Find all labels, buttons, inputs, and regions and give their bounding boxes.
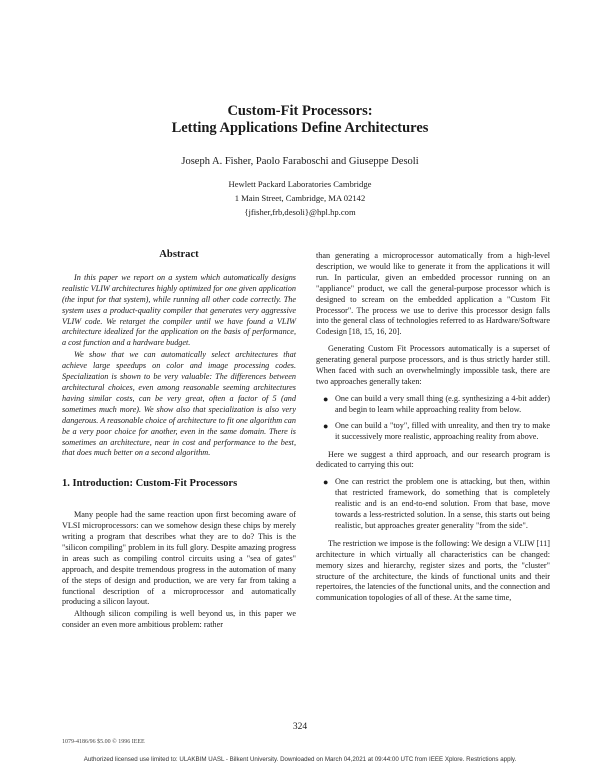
list-item-text: One can build a "toy", filled with unreality, and then try to make it successively more realistic, approaching reality from above.	[335, 420, 550, 441]
abstract-heading: Abstract	[159, 249, 199, 260]
list-item	[323, 393, 550, 416]
page-number: 324	[292, 722, 308, 732]
paper-title-line1: Custom-Fit Processors:	[227, 103, 373, 119]
paper-title-line2: Letting Applications Define Architectures	[171, 120, 429, 136]
copyright-notice: 1079-4186/96 $5.00 © 1996 IEEE	[62, 739, 145, 745]
bullet-icon: ●	[323, 393, 329, 404]
abstract-paragraph-2: We show that we can automatically select architectures that achieve large speedups on color and image processing codes. Specialization is shown to be very valuable: The differences between architectural choices, even among reasonable seeming architectures having similar costs, can be very great, often a factor of 5 (and sometimes much more). We show also that specialization is also very dangerous. A reasonable choice of architecture to fit one algorithm can be a very poor choice for another, even in the same domain. There is sometimes an architecture, near in cost and performance to the best, that does much better on a second algorithm.	[62, 350, 296, 458]
list-item-text: One can build a very small thing (e.g. synthesizing a 4-bit adder) and begin to learn while approaching reality from below.	[335, 393, 550, 414]
right-paragraph-1: than generating a microprocessor automatically from a high-level description, we would like to generate it from the applications it will run. In particular, given an embedded processor running on an "appliance" product, we call the general-purpose processor which is designed to scream on the embedded application a "Custom Fit Processor". The process we use to derive this processor design falls into the general class of technologies referred to as Hardware/Software Codesign [18, 15, 16, 20].	[316, 251, 550, 337]
license-footer: Authorized licensed use limited to: ULAKBIM UASL - Bilkent University. Downloaded on March 04,2021 at 09:44:00 UTC from IEEE Xplore. Restrictions apply.	[83, 756, 517, 763]
left-column	[62, 250, 296, 632]
list-item	[323, 420, 550, 443]
right-paragraph-4: The restriction we impose is the following: We design a VLIW [11] architecture in which virtually all characteristics can be changed: memory sizes and hierarchy, register sizes and ports, the "cluster" structure of the architecture, the kinds of functional units and their repertoires, the latencies of the functional units, and the connection and communication topologies of all of these. At the same time,	[316, 538, 550, 603]
affiliation-line2: 1 Main Street, Cambridge, MA 02142	[234, 193, 366, 203]
affiliation-line1: Hewlett Packard Laboratories Cambridge	[228, 179, 372, 189]
list-item-text: One can restrict the problem one is attacking, but then, within that restricted framework, do something that is completely realistic and is an end-to-end solution. From that base, move towards a less-restricted solution. In a sense, this starts out being realistic, but approaches greater generality "from the side".	[335, 477, 550, 530]
intro-paragraph-1: Many people had the same reaction upon first becoming aware of VLSI microprocessors: can we somehow design these chips by merely writing a program that describes what they are to do? This is the "silicon compiling" problem in its full glory. Despite amazing progress in areas such as compiling control circuits using a "sea of gates" approach, and despite tremendous progress in the automation of many of the steps of design and production, we are very far from taking a functional description of a microprocessor and automatically producing a silicon layout.	[62, 510, 296, 607]
introduction-body	[62, 510, 296, 631]
author-list: Joseph A. Fisher, Paolo Faraboschi and Giuseppe Desoli	[181, 156, 419, 167]
section-heading-introduction: 1. Introduction: Custom-Fit Processors	[62, 478, 238, 490]
right-paragraph-2: Generating Custom Fit Processors automatically is a superset of generating general purpose processors, and is thus strictly harder still. When faced with such an overwhelmingly impossible task, there are two approaches generally taken:	[316, 344, 550, 386]
right-column	[316, 251, 550, 610]
affiliation-email: {jfisher,frb,desoli}@hpl.hp.com	[244, 207, 356, 217]
list-item	[323, 477, 550, 532]
right-paragraph-3: Here we suggest a third approach, and our research program is dedicated to carrying this out:	[316, 449, 550, 470]
intro-paragraph-2: Although silicon compiling is well beyond us, in this paper we consider an even more ambitious problem: rather	[62, 609, 296, 630]
bullet-icon: ●	[323, 477, 329, 488]
abstract-paragraph-1: In this paper we report on a system which automatically designs realistic VLIW architectures highly optimized for one given application (the input for that system), while running all other code correctly. The system uses a product-quality compiler that generates very aggressive VLIW code. We retarget the compiler until we have found a VLIW architecture idealized for the application on the basis of performance, a cost function and a hardware budget.	[62, 272, 296, 348]
third-approach-list	[316, 477, 550, 532]
approach-list	[316, 394, 550, 443]
abstract-body	[62, 273, 296, 459]
bullet-icon: ●	[323, 420, 329, 431]
